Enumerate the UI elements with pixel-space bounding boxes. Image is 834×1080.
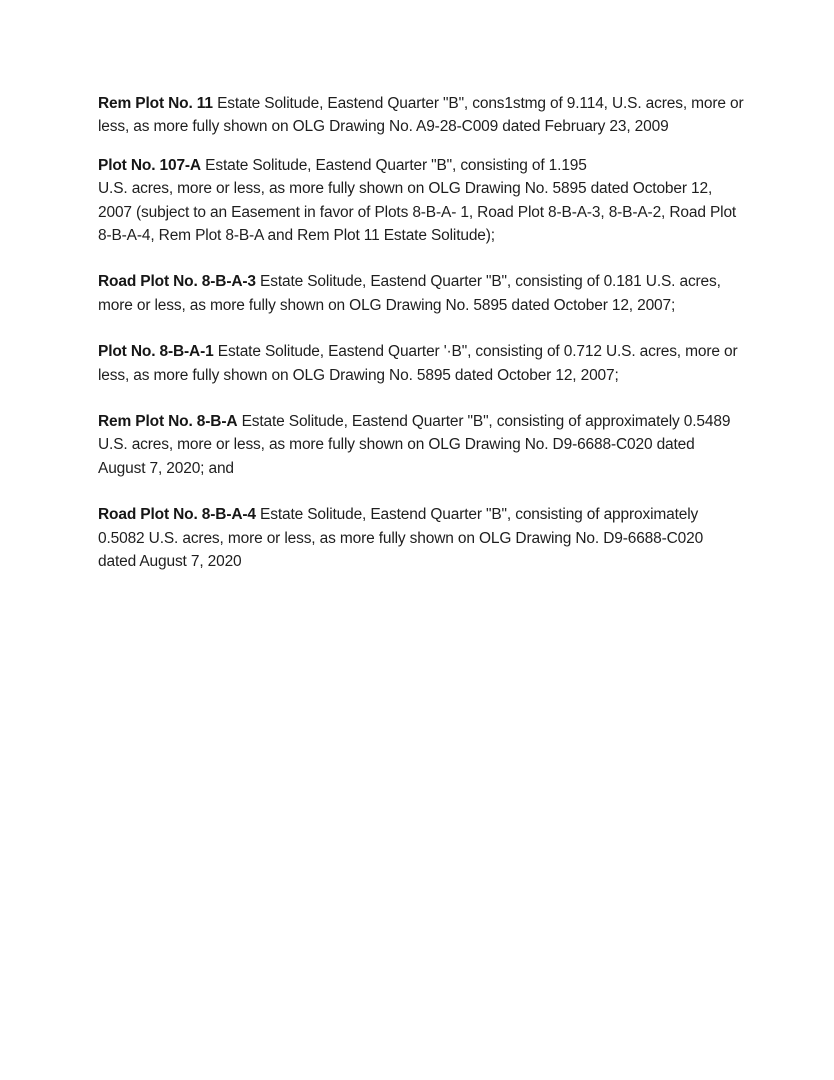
plot-body: Estate Solitude, Eastend Quarter "B", consisting of 1.195 xyxy=(205,156,587,174)
plot-label: Plot No. 107-A xyxy=(98,156,201,174)
plot-paragraph-road-plot-8-b-a-4 xyxy=(98,503,744,573)
plot-body: Estate Solitude, Eastend Quarter "B", cons1stmg of 9.114, U.S. acres, more or less, as more fully shown on OLG Drawing No. A9-28-C009 dated February 23, 2009 xyxy=(98,95,744,136)
plot-paragraph-plot-107-a xyxy=(98,154,744,248)
plot-paragraph-rem-plot-11 xyxy=(98,92,744,139)
plot-label: Road Plot No. 8-B-A-4 xyxy=(98,506,256,524)
plot-label: Rem Plot No. 11 xyxy=(98,95,213,112)
plot-body: Estate Solitude, Eastend Quarter "B", consisting of approximately 0.5489 U.S. acres, more or less, as more fully shown on OLG Drawing No. D9-6688-C020 dated August 7, 2020; and xyxy=(98,413,731,477)
plot-body: Estate Solitude, Eastend Quarter '·B", consisting of 0.712 U.S. acres, more or less, as more fully shown on OLG Drawing No. 5895 dated October 12, 2007; xyxy=(98,343,738,384)
plot-paragraph-rem-plot-8-b-a xyxy=(98,410,744,480)
plot-label: Rem Plot No. 8-B-A xyxy=(98,413,238,431)
plot-body-continued: U.S. acres, more or less, as more fully shown on OLG Drawing No. 5895 dated October 12, 2007 (subject to an Easement in favor of Plots 8-B-A- 1, Road Plot 8-B-A-3, 8-B-A-2, Road Plot 8-B-A-4, Rem Plot 8-B-A and Rem Plot 11 Estate Solitude); xyxy=(98,180,737,245)
plot-paragraph-plot-8-b-a-1 xyxy=(98,340,744,387)
plot-body: Estate Solitude, Eastend Quarter "B", consisting of 0.181 U.S. acres, more or less, as more fully shown on OLG Drawing No. 5895 dated October 12, 2007; xyxy=(98,273,721,314)
plot-paragraph-road-plot-8-b-a-3 xyxy=(98,270,744,317)
plot-label: Plot No. 8-B-A-1 xyxy=(98,343,214,361)
plot-body: Estate Solitude, Eastend Quarter "B", consisting of approximately 0.5082 U.S. acres, more or less, as more fully shown on OLG Drawing No. D9-6688-C020 dated August 7, 2020 xyxy=(98,506,704,571)
plot-label: Road Plot No. 8-B-A-3 xyxy=(98,273,256,291)
